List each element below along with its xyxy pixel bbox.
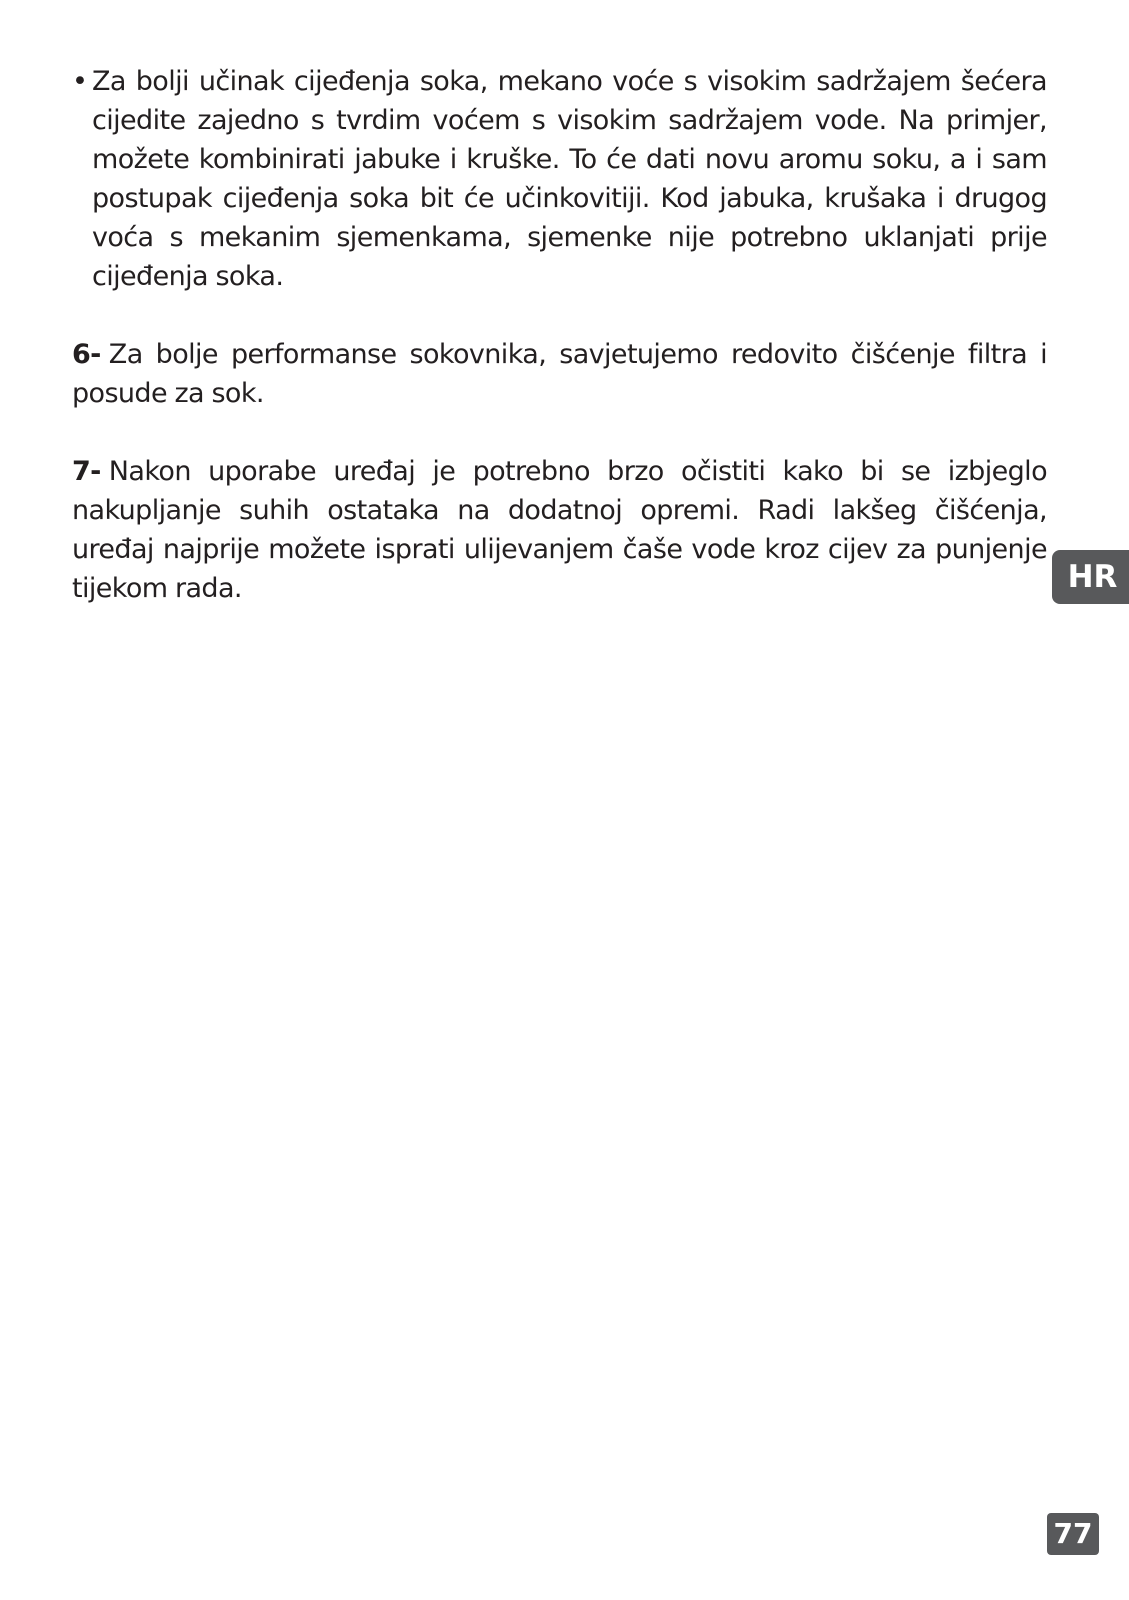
bullet-mark: • [72, 66, 88, 97]
bullet-text: Za bolji učinak cijeđenja soka, mekano voće s visokim sadržajem šećera cijedite zajedno s tvrdim voćem s visokim sadržajem vode. Na primjer, možete kombinirati jabuke i kruške. To će dati novu aromu soku, a i sam postupak cijeđenja soka bit će učinkovitiji. Kod jabuka, krušaka i drugog voća s mekanim sjemenkama, sjemenke nije potrebno uklanjati prije cijeđenja soka. [92, 66, 1047, 292]
item-6-text: Za bolje performanse sokovnika, savjetujemo redovito čišćenje filtra i posude za sok. [72, 339, 1047, 409]
item-6-number: 6- [72, 339, 101, 370]
document-body [72, 62, 1047, 608]
item-7-text: Nakon uporabe uređaj je potrebno brzo očistiti kako bi se izbjeglo nakupljanje suhih ostataka na dodatnoj opremi. Radi lakšeg čišćenja, uređaj najprije možete isprati ulijevanjem čaše vode kroz cijev za punjenje tijekom rada. [72, 456, 1047, 604]
bullet-paragraph [72, 62, 1047, 296]
page-number: 77 [1047, 1513, 1099, 1555]
item-7-number: 7- [72, 456, 101, 487]
item-7-paragraph [72, 452, 1047, 608]
language-tab: HR [1052, 550, 1129, 604]
item-6-paragraph [72, 335, 1047, 413]
